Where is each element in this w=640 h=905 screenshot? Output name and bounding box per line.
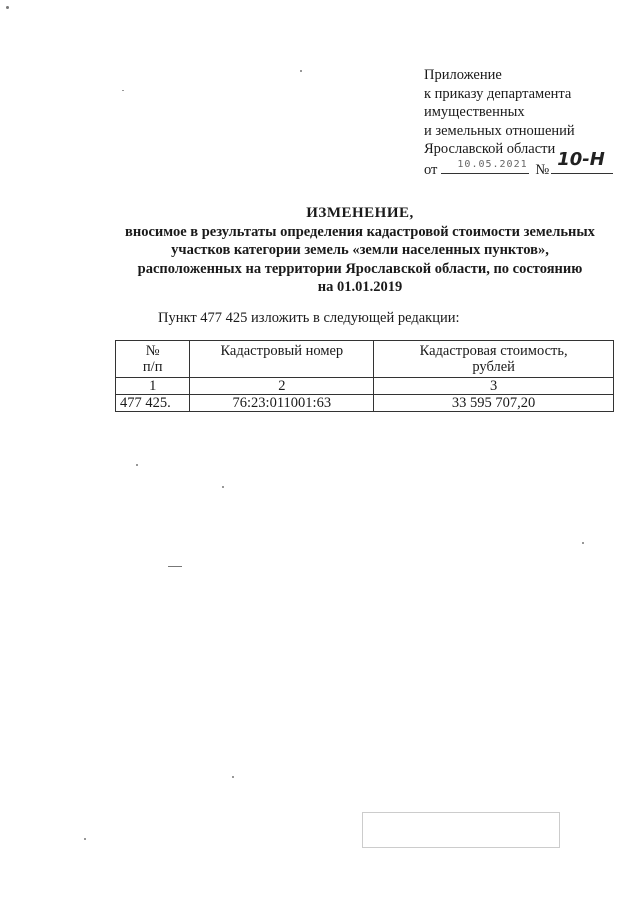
title-line: вносимое в результаты определения кадастровой стоимости земельных	[125, 223, 595, 240]
appendix-line: к приказу департамента	[424, 85, 572, 102]
column-number: 2	[190, 378, 374, 395]
header-index	[116, 341, 190, 378]
scan-speck	[232, 776, 234, 778]
number-sign: №	[535, 161, 550, 178]
header-value-line1: Кадастровая стоимость,	[419, 343, 568, 359]
row-index: 477 425.	[116, 395, 190, 412]
number-field	[551, 148, 613, 174]
row-cadastral-number: 76:23:011001:63	[190, 395, 374, 412]
faint-stamp	[362, 812, 560, 848]
header-index-line2: п/п	[142, 359, 163, 375]
table-row	[116, 395, 614, 412]
scan-speck	[222, 486, 224, 488]
header-cadastral-number-label: Кадастровый номер	[220, 343, 344, 359]
header-index-line1: №	[145, 343, 160, 359]
column-number-row	[116, 378, 614, 395]
scan-speck	[300, 70, 302, 72]
column-number: 3	[374, 378, 614, 395]
scan-speck	[168, 566, 182, 567]
appendix-line: и земельных отношений	[424, 122, 575, 139]
column-number: 1	[116, 378, 190, 395]
table-header-row	[116, 341, 614, 378]
document-title	[100, 204, 620, 297]
title-line: расположенных на территории Ярославской области, по состоянию	[137, 260, 583, 277]
title-line: на 01.01.2019	[317, 279, 403, 295]
appendix-block	[424, 66, 624, 179]
header-cadastral-value	[374, 341, 614, 378]
cadastral-table	[115, 340, 614, 412]
scan-speck	[122, 90, 124, 91]
row-cadastral-value: 33 595 707,20	[374, 395, 614, 412]
appendix-line: Приложение	[424, 67, 502, 83]
title-main: ИЗМЕНЕНИЕ,	[306, 205, 414, 221]
date-field	[441, 159, 529, 174]
header-value-line2: рублей	[472, 359, 515, 375]
header-cadastral-number	[190, 341, 374, 378]
title-line: участков категории земель «земли населенных пунктов»,	[171, 242, 549, 258]
scan-speck	[136, 464, 138, 466]
scan-speck	[84, 838, 86, 840]
date-stamp: 10.05.2021	[457, 158, 528, 170]
scan-speck	[582, 542, 584, 544]
intro-text: Пункт 477 425 изложить в следующей редакции:	[158, 310, 460, 326]
appendix-line: имущественных	[424, 104, 525, 120]
handwritten-order-number: 10-Н	[557, 148, 605, 170]
date-prefix: от	[424, 161, 438, 178]
scan-speck	[6, 6, 9, 9]
appendix-line: Ярославской области	[424, 141, 556, 157]
